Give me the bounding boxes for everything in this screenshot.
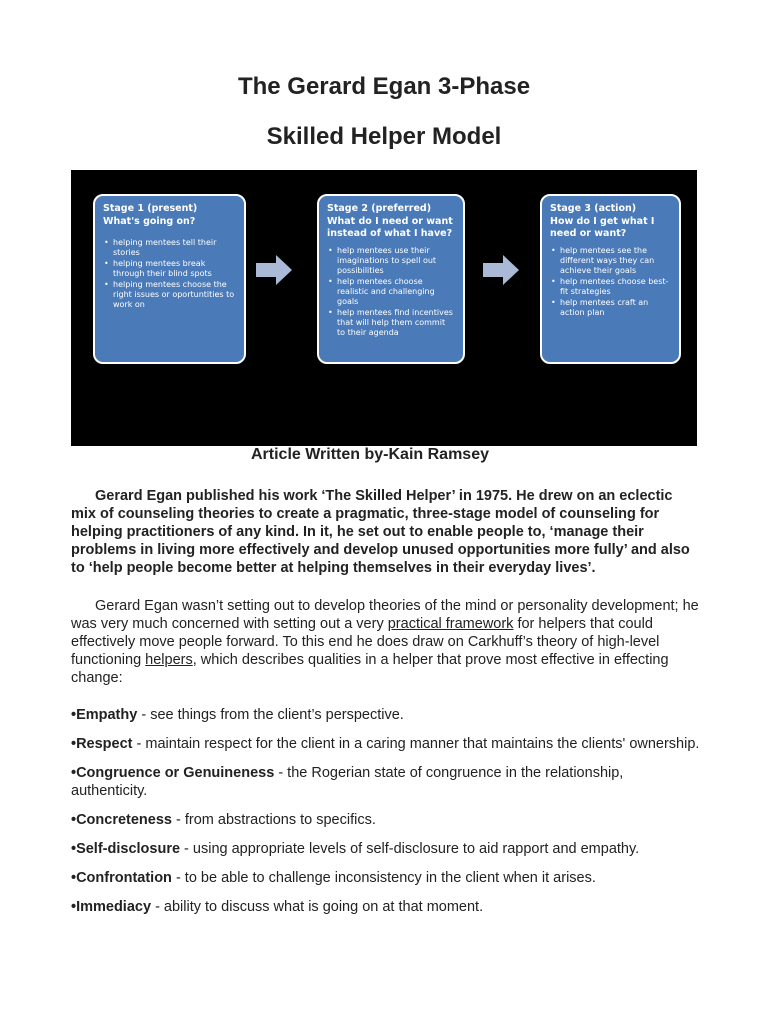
title-line-1: The Gerard Egan 3-Phase xyxy=(237,73,531,100)
list-item xyxy=(71,869,701,887)
body-text-3: , which describes qualities in a helper that prove most effective in effecting change: xyxy=(71,652,669,686)
stage-2-title: Stage 2 (preferred) xyxy=(327,203,432,214)
stage-3-item: • help mentees choose best-fit strategies xyxy=(560,277,671,297)
quality-term: •Empathy xyxy=(71,707,138,723)
list-item xyxy=(71,706,701,724)
stage-1-box xyxy=(93,194,246,364)
stage-3-box xyxy=(540,194,681,364)
quality-term: •Immediacy xyxy=(71,899,152,915)
right-arrow-icon xyxy=(256,255,292,285)
intro-text: Gerard Egan published his work ‘The Skilled Helper’ in 1975. He drew on an eclectic mix of counseling theories to create a pragmatic, three-stage model of counseling for helping practitioners of any kind. In it, he set out to enable people to, ‘manage their problems in living more effectively and develop unused opportunities more fully’ and also to ‘help people become better at helping themselves in their everyday lives’. xyxy=(71,488,690,576)
list-item xyxy=(71,811,701,829)
quality-desc: - from abstractions to specifics. xyxy=(171,812,376,828)
right-arrow-icon xyxy=(483,255,519,285)
stage-1-item: • helping mentees choose the right issues or oportuntities to work on xyxy=(113,280,236,310)
list-item xyxy=(71,735,701,753)
stage-1-item: • helping mentees break through their blind spots xyxy=(113,259,236,279)
quality-desc: - to be able to challenge inconsistency in the client when it arises. xyxy=(171,870,596,886)
stage-2-item: • help mentees choose realistic and challenging goals xyxy=(337,277,455,307)
stage-2-list xyxy=(327,246,455,338)
article-byline: Article Written by-Kain Ramsey xyxy=(251,446,489,463)
practical-framework-link[interactable]: practical framework xyxy=(387,616,514,632)
helpers-link[interactable]: helpers xyxy=(145,652,193,668)
body-text-1: Gerard Egan wasn’t setting out to develop theories of the mind or personality development; he was very much concerned with setting out a very xyxy=(71,598,699,632)
stage-2-question: What do I need or want instead of what I have? xyxy=(327,216,453,239)
body-paragraph xyxy=(71,597,701,687)
quality-desc: - using appropriate levels of self-disclosure to aid rapport and empathy. xyxy=(180,841,640,857)
quality-desc: - see things from the client’s perspective. xyxy=(137,707,404,723)
list-item xyxy=(71,840,701,858)
stage-3-item: • help mentees craft an action plan xyxy=(560,298,671,318)
quality-desc: - ability to discuss what is going on at that moment. xyxy=(151,899,484,915)
stage-3-question: How do I get what I need or want? xyxy=(550,216,655,239)
helper-qualities-list xyxy=(71,706,701,927)
stage-2-item: • help mentees use their imaginations to spell out possibilities xyxy=(337,246,455,276)
list-item xyxy=(71,764,701,800)
stage-1-title: Stage 1 (present) xyxy=(103,203,198,214)
stage-1-question: What's going on? xyxy=(103,216,196,227)
quality-term: •Congruence or Genuineness xyxy=(71,765,275,781)
quality-desc: - the Rogerian state of congruence in the relationship, authenticity. xyxy=(71,765,624,799)
quality-term: •Respect xyxy=(71,736,133,752)
intro-paragraph xyxy=(71,487,701,577)
egan-stages-diagram xyxy=(71,170,697,446)
quality-term: •Self-disclosure xyxy=(71,841,181,857)
quality-term: •Concreteness xyxy=(71,812,172,828)
stage-1-item: • helping mentees tell their stories xyxy=(113,238,236,258)
body-text-2: for helpers that could effectively move people forward. To this end he does draw on Carkhuff’s theory of high-level functioning xyxy=(71,616,660,668)
stage-2-box xyxy=(317,194,465,364)
title-line-2: Skilled Helper Model xyxy=(266,123,502,150)
stage-2-item: • help mentees find incentives that will help them commit to their agenda xyxy=(337,308,455,338)
stage-1-list xyxy=(103,238,236,310)
stage-3-item: • help mentees see the different ways they can achieve their goals xyxy=(560,246,671,276)
stage-3-list xyxy=(550,246,671,318)
quality-desc: - maintain respect for the client in a caring manner that maintains the clients' ownership. xyxy=(132,736,700,752)
stage-3-title: Stage 3 (action) xyxy=(550,203,637,214)
list-item xyxy=(71,898,701,916)
quality-term: •Confrontation xyxy=(71,870,172,886)
